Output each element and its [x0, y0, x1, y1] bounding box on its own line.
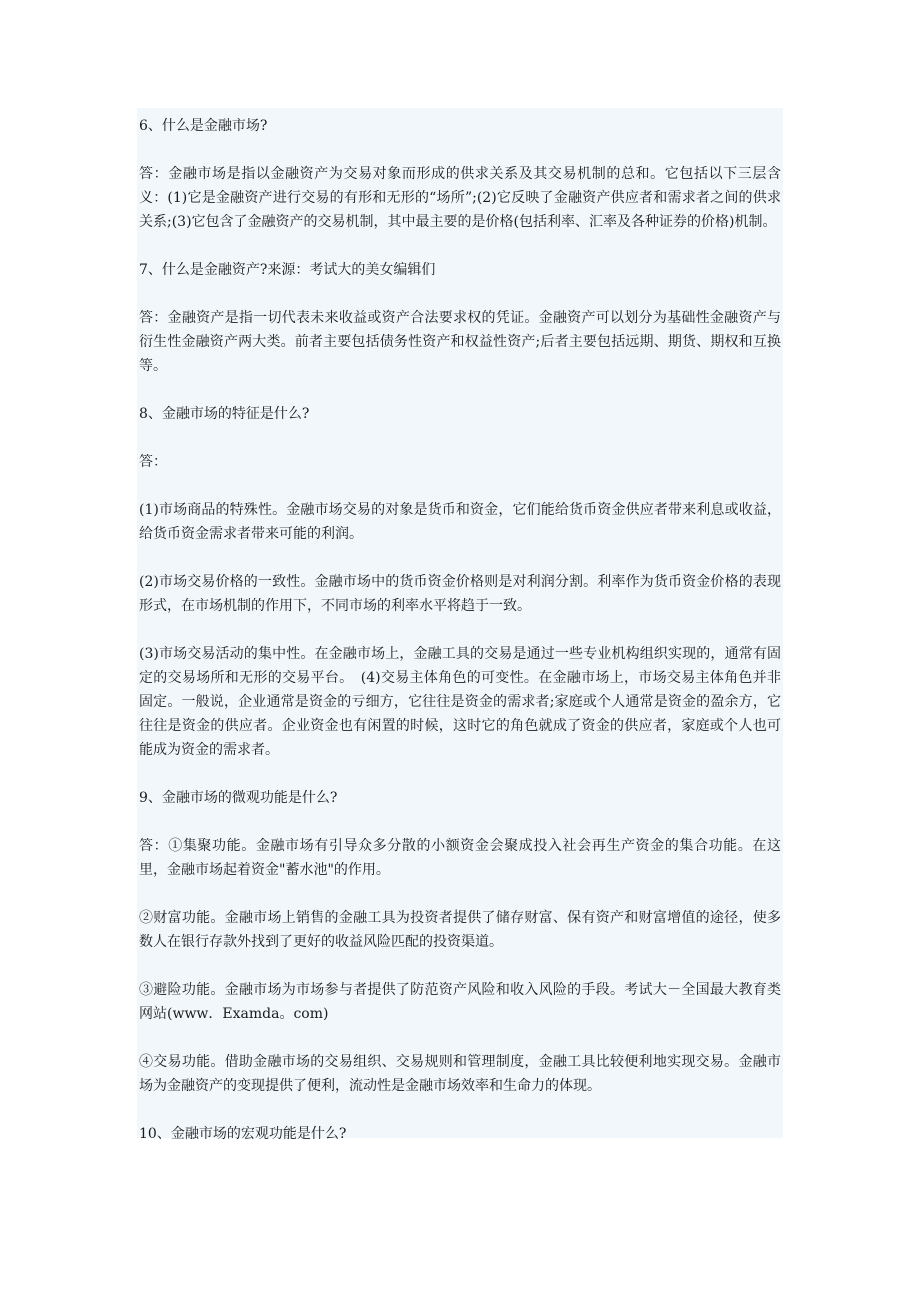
document-content-block — [137, 108, 783, 1142]
answer-8-point-2: (2)市场交易价格的一致性。金融市场中的货币资金价格则是对利润分割。利率作为货币资金价格的表现形式，在市场机制的作用下，不同市场的利率水平将趋于一致。 — [139, 574, 781, 614]
answer-8-intro: 答： — [139, 454, 167, 470]
question-9: 9、金融市场的微观功能是什么? — [139, 790, 338, 806]
answer-9-point-1: 答：①集聚功能。金融市场有引导众多分散的小额资金会聚成投入社会再生产资金的集合功能。在这里，金融市场起着资金"蓄水池"的作用。 — [139, 838, 781, 878]
answer-6: 答：金融市场是指以金融资产为交易对象而形成的供求关系及其交易机制的总和。它包括以下三层含义：(1)它是金融资产进行交易的有形和无形的“场所”;(2)它反映了金融资产供应者和需求者之间的供求关系;(3)它包含了金融资产的交易机制，其中最主要的是价格(包括利率、汇率及各种证券的价格)机制。 — [139, 166, 781, 230]
question-10: 10、金融市场的宏观功能是什么? — [139, 1126, 347, 1142]
answer-9-point-4: ④交易功能。借助金融市场的交易组织、交易规则和管理制度，金融工具比较便利地实现交易。金融市场为金融资产的变现提供了便利，流动性是金融市场效率和生命力的体现。 — [139, 1054, 781, 1094]
question-6: 6、什么是金融市场? — [139, 118, 268, 134]
answer-7: 答：金融资产是指一切代表未来收益或资产合法要求权的凭证。金融资产可以划分为基础性金融资产与衍生性金融资产两大类。前者主要包括债务性资产和权益性资产;后者主要包括远期、期货、期权和互换等。 — [139, 310, 781, 374]
question-8: 8、金融市场的特征是什么? — [139, 406, 310, 422]
answer-9-point-3: ③避险功能。金融市场为市场参与者提供了防范资产风险和收入风险的手段。考试大－全国最大教育类网站(www．Examda。com) — [139, 982, 781, 1022]
question-7: 7、什么是金融资产?来源：考试大的美女编辑们 — [139, 262, 436, 278]
answer-8-point-1: (1)市场商品的特殊性。金融市场交易的对象是货币和资金，它们能给货币资金供应者带来利息或收益，给货币资金需求者带来可能的利润。 — [139, 502, 781, 542]
answer-9-point-2: ②财富功能。金融市场上销售的金融工具为投资者提供了储存财富、保有资产和财富增值的途径，使多数人在银行存款外找到了更好的收益风险匹配的投资渠道。 — [139, 910, 781, 950]
answer-8-point-3-4: (3)市场交易活动的集中性。在金融市场上，金融工具的交易是通过一些专业机构组织实现的，通常有固定的交易场所和无形的交易平台。 (4)交易主体角色的可变性。在金融市场上，市场交易主体角色并非固定。一般说，企业通常是资金的亏细方，它往往是资金的需求者;家庭或个人通常是资金的盈余方，它往往是资金的供应者。企业资金也有闲置的时候，这时它的角色就成了资金的供应者，家庭或个人也可能成为资金的需求者。 — [139, 646, 781, 758]
